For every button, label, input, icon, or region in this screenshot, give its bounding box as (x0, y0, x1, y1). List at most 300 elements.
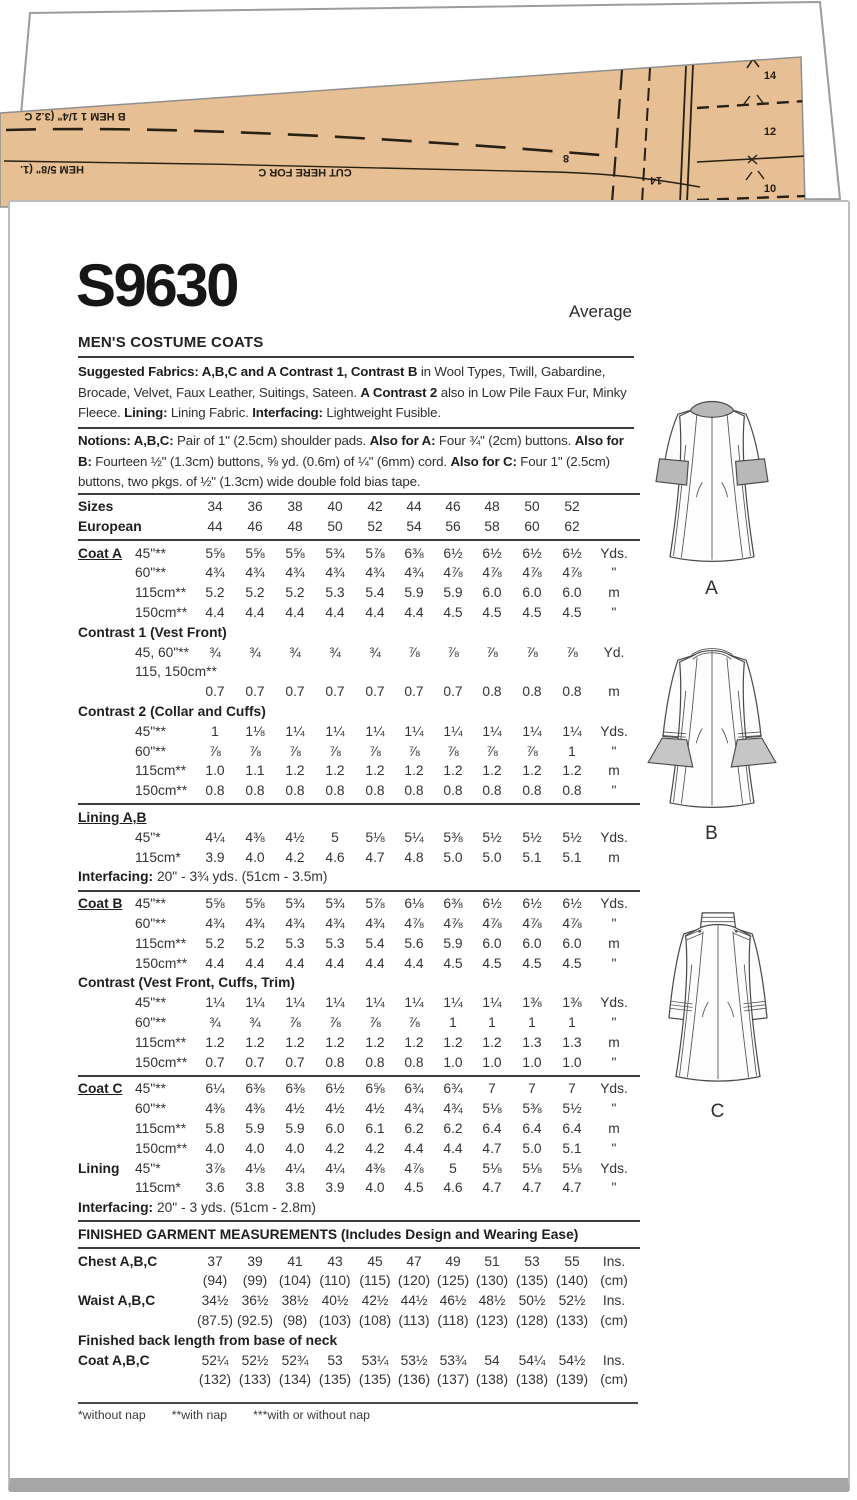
table-cell: 52 (367, 518, 383, 534)
table-cell: 4.8 (404, 849, 424, 865)
table-cell: 6¾ (404, 1081, 424, 1097)
table-measure-label: 115cm** (135, 1120, 187, 1136)
table-cell: 7 (488, 1081, 496, 1097)
table-cell: 1.2 (205, 1034, 225, 1050)
table-measure-label: 45"** (135, 545, 166, 561)
table-cell: 55 (564, 1253, 580, 1269)
table-cell: 5.2 (205, 585, 225, 601)
table-cell: ⅞ (249, 743, 261, 759)
table-cell: 4¾ (325, 565, 345, 581)
table-cell: ⅞ (447, 743, 459, 759)
table-cell: 1¼ (205, 995, 225, 1011)
table-cell: 1¼ (404, 995, 424, 1011)
table-cell: 4⅜ (245, 829, 265, 845)
table-cell: 60 (524, 518, 540, 534)
paragraph-bold-segment: Also for A: (369, 433, 436, 448)
pattern-number: S9630 (76, 252, 237, 319)
table-section-label: Lining (78, 1160, 120, 1176)
table-cell: 4⅞ (522, 565, 542, 581)
table-cell: 39 (247, 1253, 263, 1269)
table-measure-label: 45"** (135, 896, 166, 912)
table-cell: 4⅞ (562, 915, 582, 931)
table-cell: (98) (282, 1313, 308, 1329)
table-cell: 5⅛ (482, 1101, 502, 1117)
table-cell: 4.4 (325, 604, 345, 620)
difficulty-label: Average (568, 302, 632, 321)
table-cell: 6.2 (404, 1120, 424, 1136)
table-cell: ¾ (249, 644, 261, 660)
table-cell: 36½ (241, 1293, 269, 1309)
table-heading: Contrast (Vest Front, Cuffs, Trim) (78, 975, 295, 991)
table-cell: 5.2 (245, 585, 265, 601)
table-cell: 38½ (281, 1293, 309, 1309)
table-cell: 0.8 (482, 684, 502, 700)
table-cell: 4.2 (285, 849, 305, 865)
table-section-label: Coat A,B,C (78, 1352, 150, 1368)
table-cell: 0.8 (325, 783, 345, 799)
table-cell: 46 (247, 518, 263, 534)
table-cell: 1.2 (325, 763, 345, 779)
table-cell: 5.8 (205, 1120, 225, 1136)
table-cell: 7 (528, 1081, 536, 1097)
table-cell: (103) (318, 1313, 352, 1329)
table-cell: 4¼ (285, 1160, 305, 1176)
table-cell: 52½ (558, 1293, 586, 1309)
table-cell: 4.4 (205, 955, 225, 971)
view-label-a: A (705, 578, 719, 599)
table-cell: 48½ (478, 1293, 506, 1309)
table-cell: 4.0 (245, 1140, 265, 1156)
table-cell: 4¾ (285, 915, 305, 931)
table-row (78, 1311, 640, 1331)
table-cell: 50 (524, 499, 540, 514)
table-measure-label: 45"* (135, 829, 161, 845)
paragraph-bold-segment: Also for B: (78, 433, 624, 469)
table-cell: 48 (484, 499, 500, 514)
paragraph-bold-segment: Notions: A,B,C: (78, 433, 174, 448)
table-cell: (120) (397, 1273, 431, 1289)
table-cell: 6¾ (443, 1081, 463, 1097)
table-cell: (135) (358, 1372, 392, 1388)
table-row (78, 563, 640, 583)
table-cell: 5 (331, 829, 339, 845)
table-cell: 1⅜ (562, 995, 582, 1011)
table-rule (78, 1247, 640, 1249)
table-heading: Lining A,B (78, 809, 147, 825)
table-cell: 5.0 (522, 1140, 542, 1156)
table-cell: 0.8 (404, 783, 424, 799)
table-cell: 0.7 (404, 684, 424, 700)
table-cell: 0.7 (443, 684, 463, 700)
table-cell: 6⅜ (404, 545, 424, 561)
tissue-label-hem-b: B HEM 1 1/4" (3.2 C (24, 110, 126, 122)
table-cell: (118) (437, 1313, 469, 1329)
table-row (78, 1053, 640, 1073)
table-cell: 0.8 (285, 783, 305, 799)
table-cell: 5½ (562, 829, 582, 845)
table-cell: 53¾ (439, 1352, 467, 1368)
table-row (78, 1351, 640, 1371)
table-cell: 5.9 (404, 585, 424, 601)
table-row (78, 583, 640, 603)
table-measure-label: 150cm** (135, 1140, 188, 1156)
table-cell: 1¼ (285, 723, 305, 739)
table-cell: ⅞ (486, 644, 498, 660)
table-row (78, 1013, 640, 1033)
table-cell: 4⅞ (404, 1160, 424, 1176)
table-cell: 53½ (400, 1352, 428, 1368)
coat-a-collar (690, 402, 734, 418)
table-cell: 4⅜ (365, 1160, 385, 1176)
table-cell: (135) (515, 1273, 549, 1289)
table-cell: 1.2 (285, 763, 305, 779)
table-cell: 1.0 (443, 1054, 463, 1070)
table-section-label: Coat B (78, 896, 123, 912)
table-cell: 5.2 (205, 935, 225, 951)
table-cell: (115) (359, 1273, 391, 1289)
table-cell: 1.2 (522, 763, 542, 779)
table-cell: 6⅝ (365, 1081, 385, 1097)
table-cell: (110) (319, 1273, 351, 1289)
table-cell: (132) (198, 1372, 232, 1388)
table-heading: Finished back length from base of neck (78, 1332, 338, 1348)
table-measure-label: 60"** (135, 1101, 166, 1117)
table-cell: 0.8 (365, 1054, 385, 1070)
paragraph-segment: in Wool Types, Twill, Gabardine, Brocade, Velvet, Faux Leather, Suitings, Sateen. (78, 364, 606, 400)
table-cell: 0.8 (325, 1054, 345, 1070)
table-cell: 1⅛ (245, 723, 265, 739)
table-cell: 5⅛ (562, 1160, 582, 1176)
table-section-label: Coat C (78, 1081, 123, 1097)
table-cell: (104) (278, 1273, 312, 1289)
table-cell: 3.8 (285, 1180, 305, 1196)
table-measure-label: 45"** (135, 723, 166, 739)
table-cell: ⅞ (369, 743, 381, 759)
table-cell: 4.4 (404, 955, 424, 971)
table-unit: m (608, 1120, 620, 1136)
table-cell: 53 (524, 1253, 540, 1269)
table-cell: 4⅞ (443, 565, 463, 581)
table-unit: (cm) (600, 1372, 628, 1388)
table-measure-label: 60"** (135, 1014, 166, 1030)
table-cell: 54 (406, 518, 422, 534)
table-cell: (125) (436, 1273, 470, 1289)
table-cell: 5.3 (325, 935, 345, 951)
table-cell: 5⅝ (245, 896, 265, 912)
suggested-fabrics-paragraph (78, 362, 638, 424)
table-unit: m (608, 1034, 620, 1050)
paragraph-bold-segment: Also for C: (450, 453, 517, 469)
table-cell: ⅞ (526, 743, 538, 759)
table-cell: 3.8 (245, 1180, 265, 1196)
tissue-number-10: 10 (763, 183, 777, 195)
table-row (78, 497, 640, 517)
table-cell: 4.4 (404, 604, 424, 620)
table-unit: " (611, 1054, 617, 1070)
table-cell: (92.5) (236, 1313, 274, 1329)
table-cell: 4½ (325, 1101, 345, 1117)
table-cell: 4¾ (365, 565, 385, 581)
table-cell: 4¾ (205, 915, 225, 931)
coat-a-illustration (642, 386, 782, 578)
table-cell: ⅞ (209, 743, 221, 759)
table-cell: 1¼ (285, 995, 305, 1011)
table-unit: " (611, 604, 617, 620)
table-unit: m (608, 935, 620, 951)
table-cell: 4.6 (325, 849, 345, 865)
table-unit: Yds. (600, 1081, 628, 1097)
table-measure-label: 60"** (135, 915, 166, 931)
table-cell: 0.7 (325, 684, 345, 700)
category-title: MEN'S COSTUME COATS (78, 334, 264, 351)
table-cell: 1¼ (365, 995, 385, 1011)
table-row (78, 1159, 640, 1179)
table-cell: 4¾ (205, 565, 225, 581)
table-cell: 1.2 (245, 1034, 265, 1050)
table-row (78, 1370, 640, 1390)
table-cell: 42½ (361, 1293, 389, 1309)
table-cell: 5⅜ (522, 1101, 542, 1117)
table-cell: (136) (397, 1372, 431, 1388)
table-cell: 6½ (482, 545, 502, 561)
table-row (78, 1139, 640, 1159)
table-cell: 4.7 (482, 1140, 502, 1156)
table-note-label: Interfacing: (78, 869, 154, 885)
table-unit: " (611, 955, 617, 971)
table-row (78, 1178, 640, 1198)
footnote-with-or-without-nap: ***with or without nap (253, 1408, 370, 1422)
table-cell: 37 (207, 1253, 223, 1269)
table-cell: 6.1 (365, 1120, 385, 1136)
table-cell: 5.9 (245, 1120, 265, 1136)
table-heading: FINISHED GARMENT MEASUREMENTS (Includes Design and Wearing Ease) (78, 1226, 579, 1242)
table-section-label: Sizes (78, 499, 114, 514)
table-cell: 6⅜ (285, 1081, 305, 1097)
table-cell: 5.4 (365, 935, 385, 951)
table-unit: Yds. (600, 545, 628, 561)
coat-c-illustration (648, 898, 788, 1101)
table-cell: 4.4 (365, 604, 385, 620)
tissue-label-hem: HEM 5/8" (1. (20, 163, 84, 175)
table-row (78, 1252, 640, 1272)
table-cell: 4.4 (443, 1140, 463, 1156)
table-cell: 4.4 (205, 604, 225, 620)
table-cell: ¾ (329, 644, 341, 660)
table-row (78, 662, 640, 682)
table-cell: 3.9 (325, 1180, 345, 1196)
notions-paragraph (78, 431, 638, 493)
table-cell: 52¾ (281, 1352, 309, 1368)
table-measure-label: 150cm** (135, 604, 188, 620)
table-cell: 4¾ (404, 1101, 424, 1117)
table-cell: ⅞ (486, 743, 498, 759)
table-cell: 4.5 (482, 604, 502, 620)
table-cell: 1¼ (522, 723, 542, 739)
table-cell: 4.4 (365, 955, 385, 971)
table-rule (78, 1220, 640, 1222)
table-cell: ¾ (369, 644, 381, 660)
table-cell: 0.8 (562, 684, 582, 700)
table-cell: 6½ (562, 545, 582, 561)
table-cell: 4¼ (205, 829, 225, 845)
table-unit: m (608, 849, 620, 865)
table-cell: 4¾ (404, 565, 424, 581)
table-cell: 0.8 (205, 783, 225, 799)
table-cell: 1.0 (562, 1054, 582, 1070)
table-cell: 4⅞ (482, 565, 502, 581)
table-cell: 6½ (325, 1081, 345, 1097)
table-cell: 5.0 (443, 849, 463, 865)
table-row (78, 1271, 640, 1291)
table-cell: ⅞ (526, 644, 538, 660)
table-cell: 0.8 (482, 783, 502, 799)
table-cell: 48 (287, 518, 303, 534)
table-cell: 1.2 (404, 763, 424, 779)
table-cell: 4¾ (443, 1101, 463, 1117)
table-row (78, 742, 640, 762)
table-row (78, 848, 640, 868)
table-unit: " (611, 783, 617, 799)
table-cell: 4.0 (365, 1180, 385, 1196)
table-cell: 1.2 (365, 1034, 385, 1050)
table-cell: 38 (287, 499, 303, 514)
table-unit: Yds. (600, 995, 628, 1011)
table-cell: 7 (568, 1081, 576, 1097)
table-cell: 1¼ (482, 995, 502, 1011)
table-cell: 1 (449, 1014, 457, 1030)
table-cell: 6.4 (562, 1120, 582, 1136)
table-cell: 4⅜ (245, 1101, 265, 1117)
paragraph-segment: Pair of 1" (2.5cm) shoulder pads. (173, 433, 370, 448)
table-cell: (108) (358, 1313, 392, 1329)
table-cell: 34½ (201, 1293, 229, 1309)
tissue-number-14-mid: 14 (649, 174, 663, 186)
table-cell: 1¼ (443, 995, 463, 1011)
table-measure-label: 150cm** (135, 955, 188, 971)
table-measure-label: 45"** (135, 1081, 166, 1097)
table-measure-label: 115cm** (135, 763, 187, 779)
table-cell: 4.2 (365, 1140, 385, 1156)
table-unit: Yds. (600, 829, 628, 845)
table-cell: 5.2 (245, 935, 265, 951)
table-cell: 1.0 (522, 1054, 542, 1070)
coat-b-illustration (642, 633, 782, 823)
table-cell: 4⅞ (482, 915, 502, 931)
table-rule (78, 539, 640, 541)
table-cell: ⅞ (329, 743, 341, 759)
yardage-table (78, 490, 640, 1390)
paragraph-segment: Lightweight Fusible. (322, 405, 441, 421)
table-cell: 5¾ (325, 896, 345, 912)
table-rule (78, 1075, 640, 1077)
tissue-number-14: 14 (763, 70, 777, 82)
table-note-text: 20" - 3¾ yds. (51cm - 3.5m) (153, 869, 328, 885)
table-cell: 6.0 (562, 935, 582, 951)
table-cell: 4.5 (522, 955, 542, 971)
table-cell: 0.7 (205, 1054, 225, 1070)
table-measure-label: 150cm** (135, 783, 188, 799)
table-cell: 6.0 (522, 585, 542, 601)
table-unit: Ins. (602, 1293, 626, 1309)
table-row (78, 1079, 640, 1099)
table-cell: 5⅛ (365, 829, 385, 845)
table-cell: 6½ (522, 896, 542, 912)
table-cell: 4.7 (522, 1180, 542, 1196)
paragraph-segment: Four ¾" (2cm) buttons. (435, 433, 575, 448)
table-cell: 54¼ (518, 1352, 546, 1368)
table-cell: 6.0 (325, 1120, 345, 1136)
coat-a-right-cuff (736, 459, 768, 485)
table-row (78, 1119, 640, 1139)
table-cell: ¾ (209, 1014, 221, 1030)
table-measure-label: 60"** (135, 743, 166, 759)
table-cell: 0.8 (522, 684, 542, 700)
table-cell: 6.0 (482, 935, 502, 951)
table-cell: 4.7 (482, 1180, 502, 1196)
table-cell: 1.0 (482, 1054, 502, 1070)
table-row (78, 828, 640, 848)
table-cell: 6.0 (482, 585, 502, 601)
table-cell: 1.2 (404, 1034, 424, 1050)
table-cell: 6.4 (482, 1120, 502, 1136)
table-measure-label: 115, 150cm** (135, 664, 217, 680)
table-cell: 6⅜ (443, 896, 463, 912)
table-cell: (133) (555, 1313, 589, 1329)
table-cell: ¾ (249, 1014, 261, 1030)
coat-view-b (642, 633, 782, 845)
table-cell: 4¾ (285, 565, 305, 581)
table-rule (78, 493, 640, 495)
table-cell: 4⅜ (205, 1101, 225, 1117)
table-cell: 5¾ (285, 896, 305, 912)
table-unit: m (608, 763, 620, 779)
table-cell: 1.2 (482, 763, 502, 779)
table-cell: 1.2 (325, 1034, 345, 1050)
table-cell: 1¼ (404, 723, 424, 739)
table-cell: 53¼ (361, 1352, 389, 1368)
table-row (78, 682, 640, 702)
table-cell: 1¼ (443, 723, 463, 739)
table-unit: Ins. (602, 1352, 626, 1368)
table-unit: " (611, 1101, 617, 1117)
table-cell: 4.4 (245, 955, 265, 971)
table-cell: 44½ (400, 1293, 428, 1309)
table-cell: 1.3 (522, 1034, 542, 1050)
table-section-label: Coat A (78, 545, 122, 561)
table-cell: 4¾ (365, 915, 385, 931)
table-note (78, 1198, 640, 1218)
table-cell: 1.2 (482, 1034, 502, 1050)
table-heading: Contrast 2 (Collar and Cuffs) (78, 703, 266, 719)
paragraph-bold-segment: Interfacing: (252, 405, 323, 421)
table-cell: 5⅛ (482, 1160, 502, 1176)
table-cell: 6.2 (443, 1120, 463, 1136)
table-cell: 4.4 (404, 1140, 424, 1156)
table-cell: 5.4 (365, 585, 385, 601)
table-cell: 4.5 (443, 604, 463, 620)
paragraph-segment: Lining Fabric. (167, 405, 253, 421)
table-row (78, 954, 640, 974)
table-cell: 5⅝ (245, 545, 265, 561)
view-label-c: C (710, 1101, 726, 1122)
table-cell: 40½ (321, 1293, 349, 1309)
table-cell: ⅞ (408, 743, 420, 759)
table-cell: 4⅞ (404, 915, 424, 931)
table-cell: ⅞ (369, 1014, 381, 1030)
paragraph-bold-segment: Suggested Fabrics: A,B,C and A Contrast 1, Contrast B (78, 364, 418, 379)
table-cell: ⅞ (447, 644, 459, 660)
table-cell: (135) (318, 1372, 352, 1388)
